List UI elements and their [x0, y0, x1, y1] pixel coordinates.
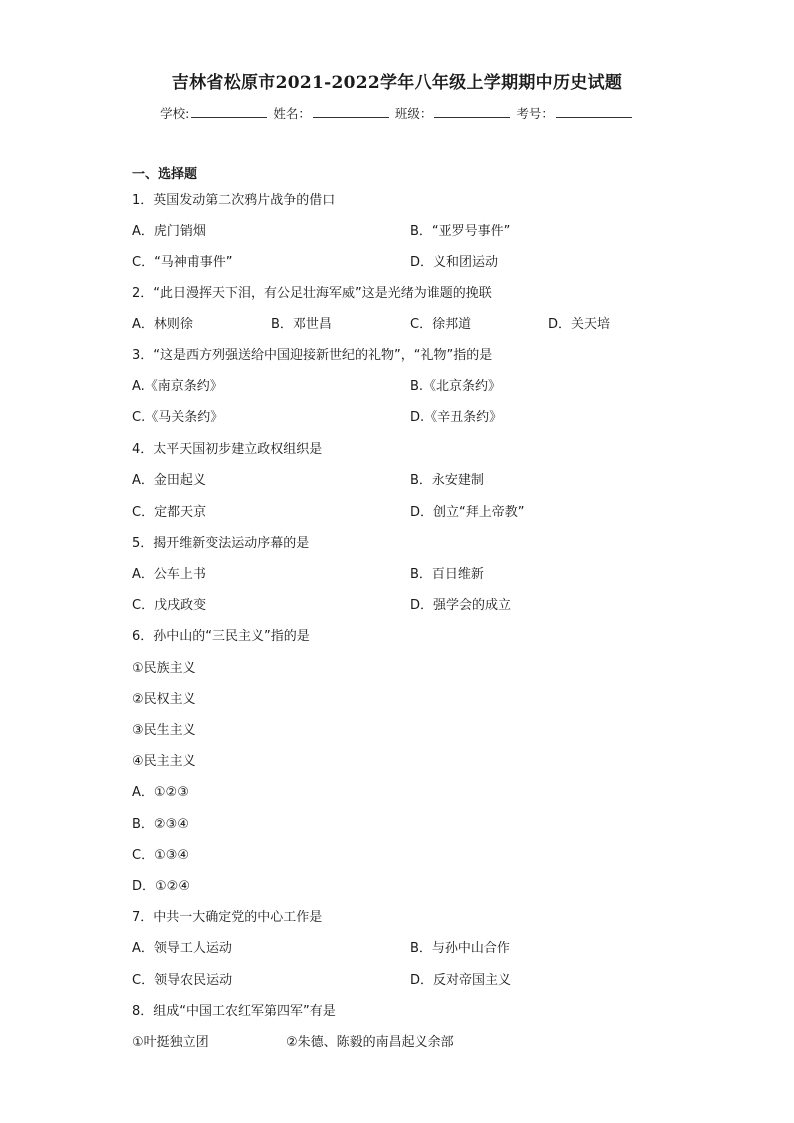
student-info-line — [0, 104, 794, 122]
q6-option-a[interactable]: A．①②③ — [132, 785, 189, 800]
school-label: 学校: — [160, 106, 190, 121]
q7-option-c[interactable]: C．领导农民运动 — [132, 973, 233, 988]
question-3-stem: 3．“这是西方列强送给中国迎接新世纪的礼物”，“礼物”指的是 — [132, 348, 493, 363]
q5-option-c[interactable]: C．戊戌政变 — [132, 598, 207, 613]
q3-option-d[interactable]: D.《辛丑条约》 — [410, 410, 503, 425]
q2-option-c[interactable]: C．徐邦道 — [410, 317, 472, 332]
q4-option-a[interactable]: A．金田起义 — [132, 473, 206, 488]
q2-option-b[interactable]: B．邓世昌 — [271, 317, 332, 332]
q8-item-2: ②朱德、陈毅的南昌起义余部 — [286, 1035, 454, 1050]
question-6-stem: 6．孙中山的“三民主义”指的是 — [132, 629, 310, 644]
question-5-stem: 5．揭开维新变法运动序幕的是 — [132, 536, 310, 551]
q1-option-c[interactable]: C．“马神甫事件” — [132, 255, 233, 270]
q6-item-3: ③民生主义 — [132, 723, 196, 738]
q7-option-a[interactable]: A．领导工人运动 — [132, 941, 232, 956]
q5-option-b[interactable]: B．百日维新 — [410, 567, 484, 582]
q1-option-b[interactable]: B．“亚罗号事件” — [410, 224, 511, 239]
q4-option-b[interactable]: B．永安建制 — [410, 473, 484, 488]
q6-option-c[interactable]: C．①③④ — [132, 848, 190, 863]
q6-option-b[interactable]: B．②③④ — [132, 817, 189, 832]
q4-option-c[interactable]: C．定都天京 — [132, 505, 207, 520]
q6-option-d[interactable]: D．①②④ — [132, 879, 190, 894]
exam-number-label: 考号： — [516, 106, 554, 121]
question-7-stem: 7．中共一大确定党的中心工作是 — [132, 910, 323, 925]
q4-option-d[interactable]: D．创立“拜上帝教” — [410, 505, 525, 520]
q3-option-a[interactable]: A.《南京条约》 — [132, 379, 223, 394]
name-blank[interactable] — [313, 106, 389, 118]
name-label: 姓名： — [273, 106, 311, 121]
q5-option-a[interactable]: A．公车上书 — [132, 567, 206, 582]
class-blank[interactable] — [434, 106, 510, 118]
exam-title: 吉林省松原市2021-2022学年八年级上学期期中历史试题 — [171, 73, 623, 93]
q5-option-d[interactable]: D．强学会的成立 — [410, 598, 512, 613]
q6-item-2: ②民权主义 — [132, 692, 196, 707]
question-4-stem: 4．太平天国初步建立政权组织是 — [132, 442, 323, 457]
section-heading: 一、选择题 — [132, 167, 198, 182]
q8-item-1: ①叶挺独立团 — [132, 1035, 209, 1050]
exam-number-blank[interactable] — [556, 106, 632, 118]
question-8-stem: 8．组成“中国工农红军第四军”有是 — [132, 1004, 336, 1019]
question-1-stem: 1．英国发动第二次鸦片战争的借口 — [132, 193, 336, 208]
q6-item-4: ④民主主义 — [132, 754, 196, 769]
question-2-stem: 2．“此日漫挥天下泪，有公足壮海军威”这是光绪为谁题的挽联 — [132, 286, 492, 301]
q2-option-a[interactable]: A．林则徐 — [132, 317, 193, 332]
q1-option-a[interactable]: A．虎门销烟 — [132, 224, 206, 239]
class-label: 班级： — [394, 106, 433, 121]
school-blank[interactable] — [191, 106, 267, 118]
q6-item-1: ①民族主义 — [132, 661, 196, 676]
q3-option-c[interactable]: C.《马关条约》 — [132, 410, 224, 425]
q2-option-d[interactable]: D．关天培 — [548, 317, 611, 332]
q3-option-b[interactable]: B.《北京条约》 — [410, 379, 502, 394]
q7-option-b[interactable]: B．与孙中山合作 — [410, 941, 510, 956]
q1-option-d[interactable]: D．义和团运动 — [410, 255, 499, 270]
q7-option-d[interactable]: D．反对帝国主义 — [410, 973, 512, 988]
